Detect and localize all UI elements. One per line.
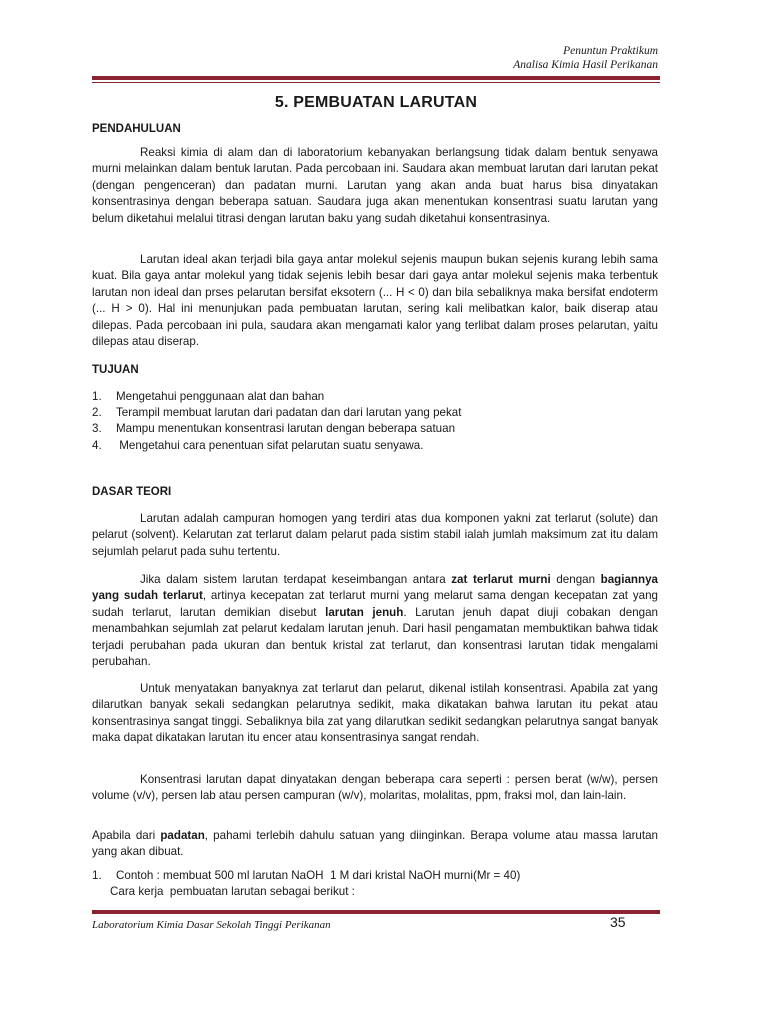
- paragraph-dasar-teori-2: [92, 572, 658, 670]
- text-run: Jika dalam sistem larutan terdapat keseimbangan antara: [140, 573, 452, 586]
- header-rule-thin: [92, 82, 660, 83]
- section-heading-pendahuluan: PENDAHULUAN: [92, 123, 181, 135]
- text-run: , artinya kecepatan zat terlarut murni yang melarut sama dengan kecepatan zat yang sudah terlarut, larutan demikian disebut: [92, 589, 658, 619]
- list-item: [92, 421, 455, 437]
- list-number: 1.: [92, 869, 102, 882]
- header-line-2: Analisa Kimia Hasil Perikanan: [513, 59, 658, 71]
- example-item: [92, 868, 520, 884]
- page-number: 35: [610, 914, 626, 930]
- list-text: Mengetahui penggunaan alat dan bahan: [116, 390, 325, 403]
- list-number: 1.: [92, 390, 102, 403]
- list-text: Terampil membuat larutan dari padatan dan dari larutan yang pekat: [116, 406, 462, 419]
- paragraph-dasar-teori-5: [92, 828, 658, 861]
- bold-term: zat terlarut murni: [451, 573, 551, 586]
- list-item: [92, 389, 324, 405]
- paragraph-pendahuluan-2: Larutan ideal akan terjadi bila gaya antar molekul sejenis maupun bukan sejenis kurang lebih sama kuat. Bila gaya antar molekul yang tidak sejenis lebih besar dari gaya antar molekul sejenis maka terbentuk larutan non ideal dan prses pelarutan bersifat eksotern (... H < 0) dan bila sebaliknya maka bersifat endoterm (... H > 0). Hal ini menunjukan pada pembuatan larutan, sering kali melibatkan kalor, baik diserap atau dilepas. Pada percobaan ini pula, saudara akan mengamati kalor yang terlibat dalam proses pelarutan, yaitu dilepas atau diserap.: [92, 253, 658, 349]
- list-item: [92, 405, 461, 421]
- bold-term: larutan jenuh: [325, 605, 404, 619]
- section-heading-tujuan: TUJUAN: [92, 364, 139, 376]
- section-heading-dasar-teori: DASAR TEORI: [92, 486, 172, 498]
- list-number: 3.: [92, 422, 102, 435]
- header-line-1: Penuntun Praktikum: [563, 45, 658, 57]
- example-subline: [110, 884, 355, 900]
- example-text: Contoh : membuat 500 ml larutan NaOH 1 M dari kristal NaOH murni(Mr = 40): [116, 869, 521, 882]
- example-text: Cara kerja pembuatan larutan sebagai berikut :: [110, 885, 355, 898]
- list-number: 2.: [92, 406, 102, 419]
- footer-rule: [92, 910, 660, 914]
- text-run: . Larutan jenuh dapat diuji cobakan dengan menambahkan sejumlah zat pelarut kedalam larutan jenuh. Dari hasil pengamatan membuktikan bahwa tidak terjadi perubahan pada ukuran dan bentuk kristal zat terlarut, dan konsentrasi larutan tidak mengalami perubahan.: [92, 605, 658, 669]
- list-text: Mampu menentukan konsentrasi larutan dengan beberapa satuan: [116, 422, 456, 435]
- list-text: Mengetahui cara penentuan sifat pelarutan suatu senyawa.: [116, 439, 424, 452]
- bold-term: padatan: [160, 829, 205, 842]
- text-run: Apabila dari: [92, 829, 161, 842]
- text-run: , pahami terlebih dahulu satuan yang diinginkan. Berapa volume atau massa larutan yang akan dibuat.: [92, 829, 658, 859]
- list-number: 4.: [92, 439, 102, 452]
- paragraph-dasar-teori-4: Konsentrasi larutan dapat dinyatakan dengan beberapa cara seperti : persen berat (w/w), persen volume (v/v), persen lab atau persen campuran (w/v), molaritas, molalitas, ppm, fraksi mol, dan lain-lain.: [92, 773, 658, 803]
- text-run: dengan: [550, 573, 601, 586]
- paragraph-dasar-teori-3: Untuk menyatakan banyaknya zat terlarut dan pelarut, dikenal istilah konsentrasi. Apabila zat yang dilarutkan banyak sekali sedangkan pelarutnya sedikit, maka dikatakan bahwa larutan itu pekat atau konsentrasinya sangat tinggi. Sebaliknya bila zat yang dilarutkan sedikit sedangkan pelarutnya sangat banyak maka dapat dikatakan larutan itu encer atau konsentrasinya sangat rendah.: [92, 682, 658, 745]
- footer-text: Laboratorium Kimia Dasar Sekolah Tinggi Perikanan: [92, 919, 331, 931]
- header-rule: [92, 76, 660, 80]
- paragraph-pendahuluan-1: Reaksi kimia di alam dan di laboratorium kebanyakan berlangsung tidak dalam bentuk senyawa murni melainkan dalam bentuk larutan. Pada percobaan ini. Saudara akan membuat larutan dari larutan pekat (dengan pengenceran) dan padatan murni. Larutan yang akan anda buat harus bisa dinyatakan konsentrasinya dengan beberapa satuan. Saudara juga akan menentukan konsentrasi suatu larutan yang belum diketahui melalui titrasi dengan larutan baku yang sudah diketahui konsentrasinya.: [92, 146, 658, 225]
- paragraph-dasar-teori-1: Larutan adalah campuran homogen yang terdiri atas dua komponen yakni zat terlarut (solute) dan pelarut (solvent). Kelarutan zat terlarut dalam pelarut pada sistim stabil ialah jumlah maksimum zat itu dalam sejumlah pelarut pada suhu tertentu.: [92, 512, 658, 558]
- list-item: [92, 438, 423, 454]
- bold-term: bagiannya yang sudah terlarut: [92, 573, 658, 603]
- running-header: [513, 44, 658, 72]
- chapter-title: 5. PEMBUATAN LARUTAN: [274, 94, 478, 111]
